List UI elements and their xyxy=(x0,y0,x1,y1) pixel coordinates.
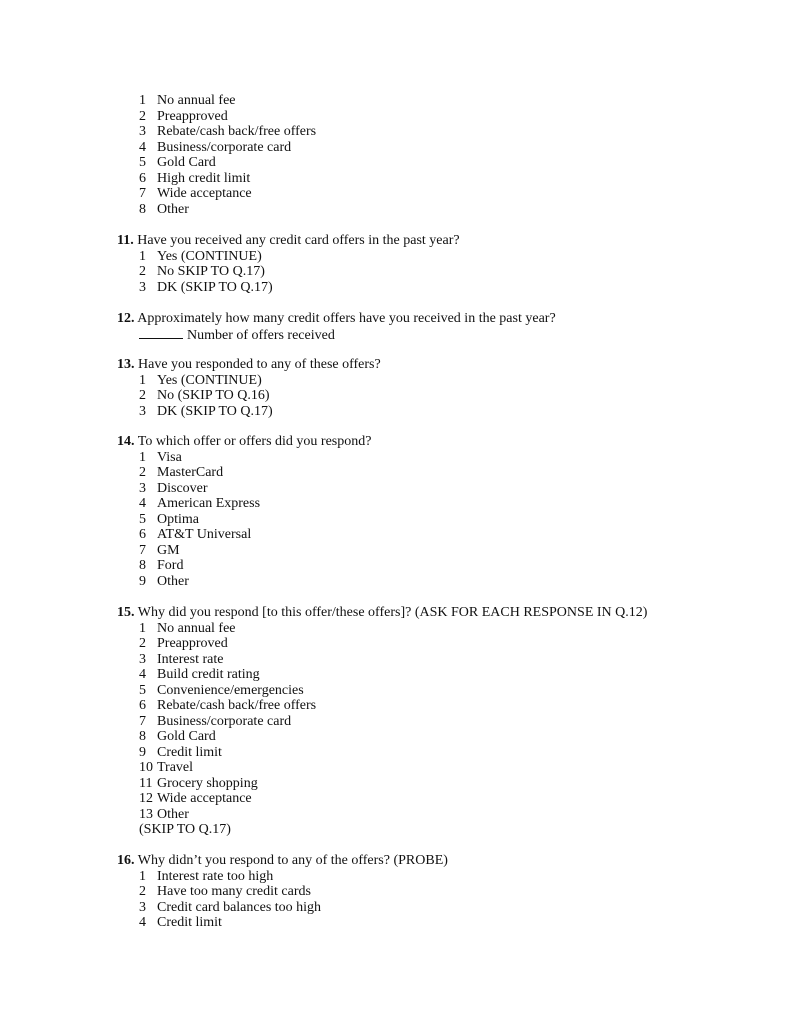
question-label: Approximately how many credit offers have you received in the past year? xyxy=(137,311,556,326)
option-number: 3 xyxy=(139,899,146,915)
option-item[interactable] xyxy=(117,760,647,776)
option-label: No annual fee xyxy=(157,93,236,108)
option-number: 2 xyxy=(139,388,146,403)
option-number: 9 xyxy=(139,744,146,760)
option-number: 1 xyxy=(139,620,146,636)
option-number: 4 xyxy=(139,139,146,155)
option-label: Grocery shopping xyxy=(157,775,258,791)
option-number: 4 xyxy=(139,915,146,930)
option-number: 1 xyxy=(139,372,146,388)
option-item[interactable] xyxy=(117,388,381,404)
option-item[interactable] xyxy=(117,280,460,296)
option-label: Other xyxy=(157,806,189,822)
option-label: Build credit rating xyxy=(157,667,260,682)
option-number: 3 xyxy=(139,651,146,667)
question-13 xyxy=(117,357,381,419)
option-item[interactable] xyxy=(117,667,647,683)
option-number: 1 xyxy=(139,93,146,108)
option-label: DK (SKIP TO Q.17) xyxy=(157,279,273,295)
option-label: Other xyxy=(157,573,189,589)
option-label: American Express xyxy=(157,496,261,511)
option-label: Business/corporate card xyxy=(157,139,292,155)
answer-blank[interactable] xyxy=(139,327,183,339)
question-14 xyxy=(117,434,371,589)
option-item[interactable] xyxy=(117,171,316,187)
question-number: 12. xyxy=(117,311,135,326)
option-label: Gold Card xyxy=(157,729,216,744)
option-list xyxy=(117,373,381,420)
option-item[interactable] xyxy=(117,636,647,652)
option-label: AT&T Universal xyxy=(157,527,252,542)
option-item[interactable] xyxy=(117,558,371,574)
option-label: Discover xyxy=(157,480,208,496)
question-15 xyxy=(117,605,647,838)
option-number: 6 xyxy=(139,170,146,186)
answer-label: Number of offers received xyxy=(187,327,335,343)
option-item[interactable] xyxy=(117,404,381,420)
option-list xyxy=(117,93,316,217)
question-number: 16. xyxy=(117,853,135,868)
option-item[interactable] xyxy=(117,512,371,528)
option-item[interactable] xyxy=(117,900,448,916)
option-label: Credit card balances too high xyxy=(157,899,322,915)
option-label: Credit limit xyxy=(157,744,222,760)
option-item[interactable] xyxy=(117,683,647,699)
option-label: Gold Card xyxy=(157,155,216,170)
option-number: 8 xyxy=(139,729,146,744)
option-label: Credit limit xyxy=(157,915,222,930)
option-number: 13 xyxy=(139,806,153,822)
option-number: 9 xyxy=(139,573,146,589)
option-item[interactable] xyxy=(117,698,647,714)
option-item[interactable] xyxy=(117,124,316,140)
option-item[interactable] xyxy=(117,714,647,730)
option-list xyxy=(117,869,448,931)
option-item[interactable] xyxy=(117,621,647,637)
option-number: 8 xyxy=(139,558,146,573)
option-label: MasterCard xyxy=(157,465,224,480)
option-number: 2 xyxy=(139,884,146,899)
option-label: Interest rate xyxy=(157,651,224,667)
option-item[interactable] xyxy=(117,155,316,171)
option-number: 3 xyxy=(139,279,146,295)
option-number: 2 xyxy=(139,465,146,480)
question-text xyxy=(117,311,556,327)
option-label: Rebate/cash back/free offers xyxy=(157,124,317,139)
question-text xyxy=(117,853,448,869)
question-text xyxy=(117,434,371,450)
option-list xyxy=(117,621,647,823)
option-item[interactable] xyxy=(117,450,371,466)
option-item[interactable] xyxy=(117,202,316,218)
option-number: 2 xyxy=(139,264,146,279)
question-text xyxy=(117,233,460,249)
option-label: No annual fee xyxy=(157,620,236,636)
option-label: DK (SKIP TO Q.17) xyxy=(157,403,273,419)
option-number: 7 xyxy=(139,713,146,729)
option-item[interactable] xyxy=(117,776,647,792)
option-label: High credit limit xyxy=(157,170,251,186)
option-item[interactable] xyxy=(117,574,371,590)
question-12 xyxy=(117,311,556,343)
option-number: 8 xyxy=(139,201,146,217)
question-label: Have you responded to any of these offers? xyxy=(138,357,381,372)
option-label: Have too many credit cards xyxy=(157,884,311,899)
option-item[interactable] xyxy=(117,807,647,823)
option-item[interactable] xyxy=(117,745,647,761)
question-label: To which offer or offers did you respond? xyxy=(137,434,372,449)
option-list xyxy=(117,450,371,590)
option-label: Wide acceptance xyxy=(157,186,252,201)
question-number: 15. xyxy=(117,605,135,620)
continued-option-list xyxy=(117,93,316,217)
option-label: Other xyxy=(157,201,189,217)
option-number: 6 xyxy=(139,698,146,713)
option-item[interactable] xyxy=(117,186,316,202)
option-number: 3 xyxy=(139,403,146,419)
question-number: 11. xyxy=(117,233,134,248)
option-item[interactable] xyxy=(117,543,371,559)
question-number: 14. xyxy=(117,434,135,449)
option-number: 2 xyxy=(139,108,146,124)
option-label: Optima xyxy=(157,511,199,527)
option-item[interactable] xyxy=(117,465,371,481)
option-label: Convenience/emergencies xyxy=(157,682,304,698)
option-label: Interest rate too high xyxy=(157,868,274,884)
question-label: Why didn’t you respond to any of the offers? (PROBE) xyxy=(137,853,448,868)
option-number: 5 xyxy=(139,682,146,698)
option-number: 10 xyxy=(139,760,153,775)
option-number: 5 xyxy=(139,511,146,527)
option-item[interactable] xyxy=(117,373,381,389)
question-text xyxy=(117,357,381,373)
question-number: 13. xyxy=(117,357,135,372)
option-number: 1 xyxy=(139,868,146,884)
option-item[interactable] xyxy=(117,729,647,745)
option-number: 12 xyxy=(139,791,153,806)
option-number: 4 xyxy=(139,496,146,511)
option-item[interactable] xyxy=(117,884,448,900)
option-item[interactable] xyxy=(117,496,371,512)
option-item[interactable] xyxy=(117,140,316,156)
question-11 xyxy=(117,233,460,295)
option-label: Preapproved xyxy=(157,108,228,124)
option-number: 6 xyxy=(139,527,146,542)
question-16 xyxy=(117,853,448,931)
option-item[interactable] xyxy=(117,93,316,109)
option-label: Visa xyxy=(157,449,182,465)
option-number: 7 xyxy=(139,186,146,201)
option-item[interactable] xyxy=(117,264,460,280)
question-label: Have you received any credit card offers in the past year? xyxy=(137,233,460,248)
option-item[interactable] xyxy=(117,915,448,931)
option-label: Ford xyxy=(157,558,184,573)
skip-instruction: (SKIP TO Q.17) xyxy=(139,822,231,837)
option-number: 3 xyxy=(139,124,146,139)
option-number: 4 xyxy=(139,667,146,682)
option-number: 7 xyxy=(139,542,146,558)
option-label: Travel xyxy=(157,760,194,775)
option-label: No (SKIP TO Q.16) xyxy=(157,388,270,403)
option-list xyxy=(117,249,460,296)
option-item[interactable] xyxy=(117,109,316,125)
option-number: 11 xyxy=(139,775,153,791)
option-label: Yes (CONTINUE) xyxy=(157,248,262,264)
option-item[interactable] xyxy=(117,249,460,265)
option-item[interactable] xyxy=(117,869,448,885)
option-label: Business/corporate card xyxy=(157,713,292,729)
option-label: Preapproved xyxy=(157,636,228,651)
answer-line xyxy=(117,327,556,344)
option-label: Yes (CONTINUE) xyxy=(157,372,262,388)
option-number: 1 xyxy=(139,449,146,465)
option-label: Wide acceptance xyxy=(157,791,252,806)
option-number: 5 xyxy=(139,155,146,170)
option-item[interactable] xyxy=(117,652,647,668)
option-item[interactable] xyxy=(117,481,371,497)
question-label: Why did you respond [to this offer/these offers]? (ASK FOR EACH RESPONSE IN Q.12) xyxy=(137,605,648,620)
option-label: No SKIP TO Q.17) xyxy=(157,264,265,279)
option-item[interactable] xyxy=(117,791,647,807)
option-item[interactable] xyxy=(117,527,371,543)
option-number: 2 xyxy=(139,636,146,651)
question-text xyxy=(117,605,647,621)
option-number: 1 xyxy=(139,248,146,264)
option-label: GM xyxy=(157,542,180,558)
option-number: 3 xyxy=(139,480,146,496)
option-label: Rebate/cash back/free offers xyxy=(157,698,317,713)
